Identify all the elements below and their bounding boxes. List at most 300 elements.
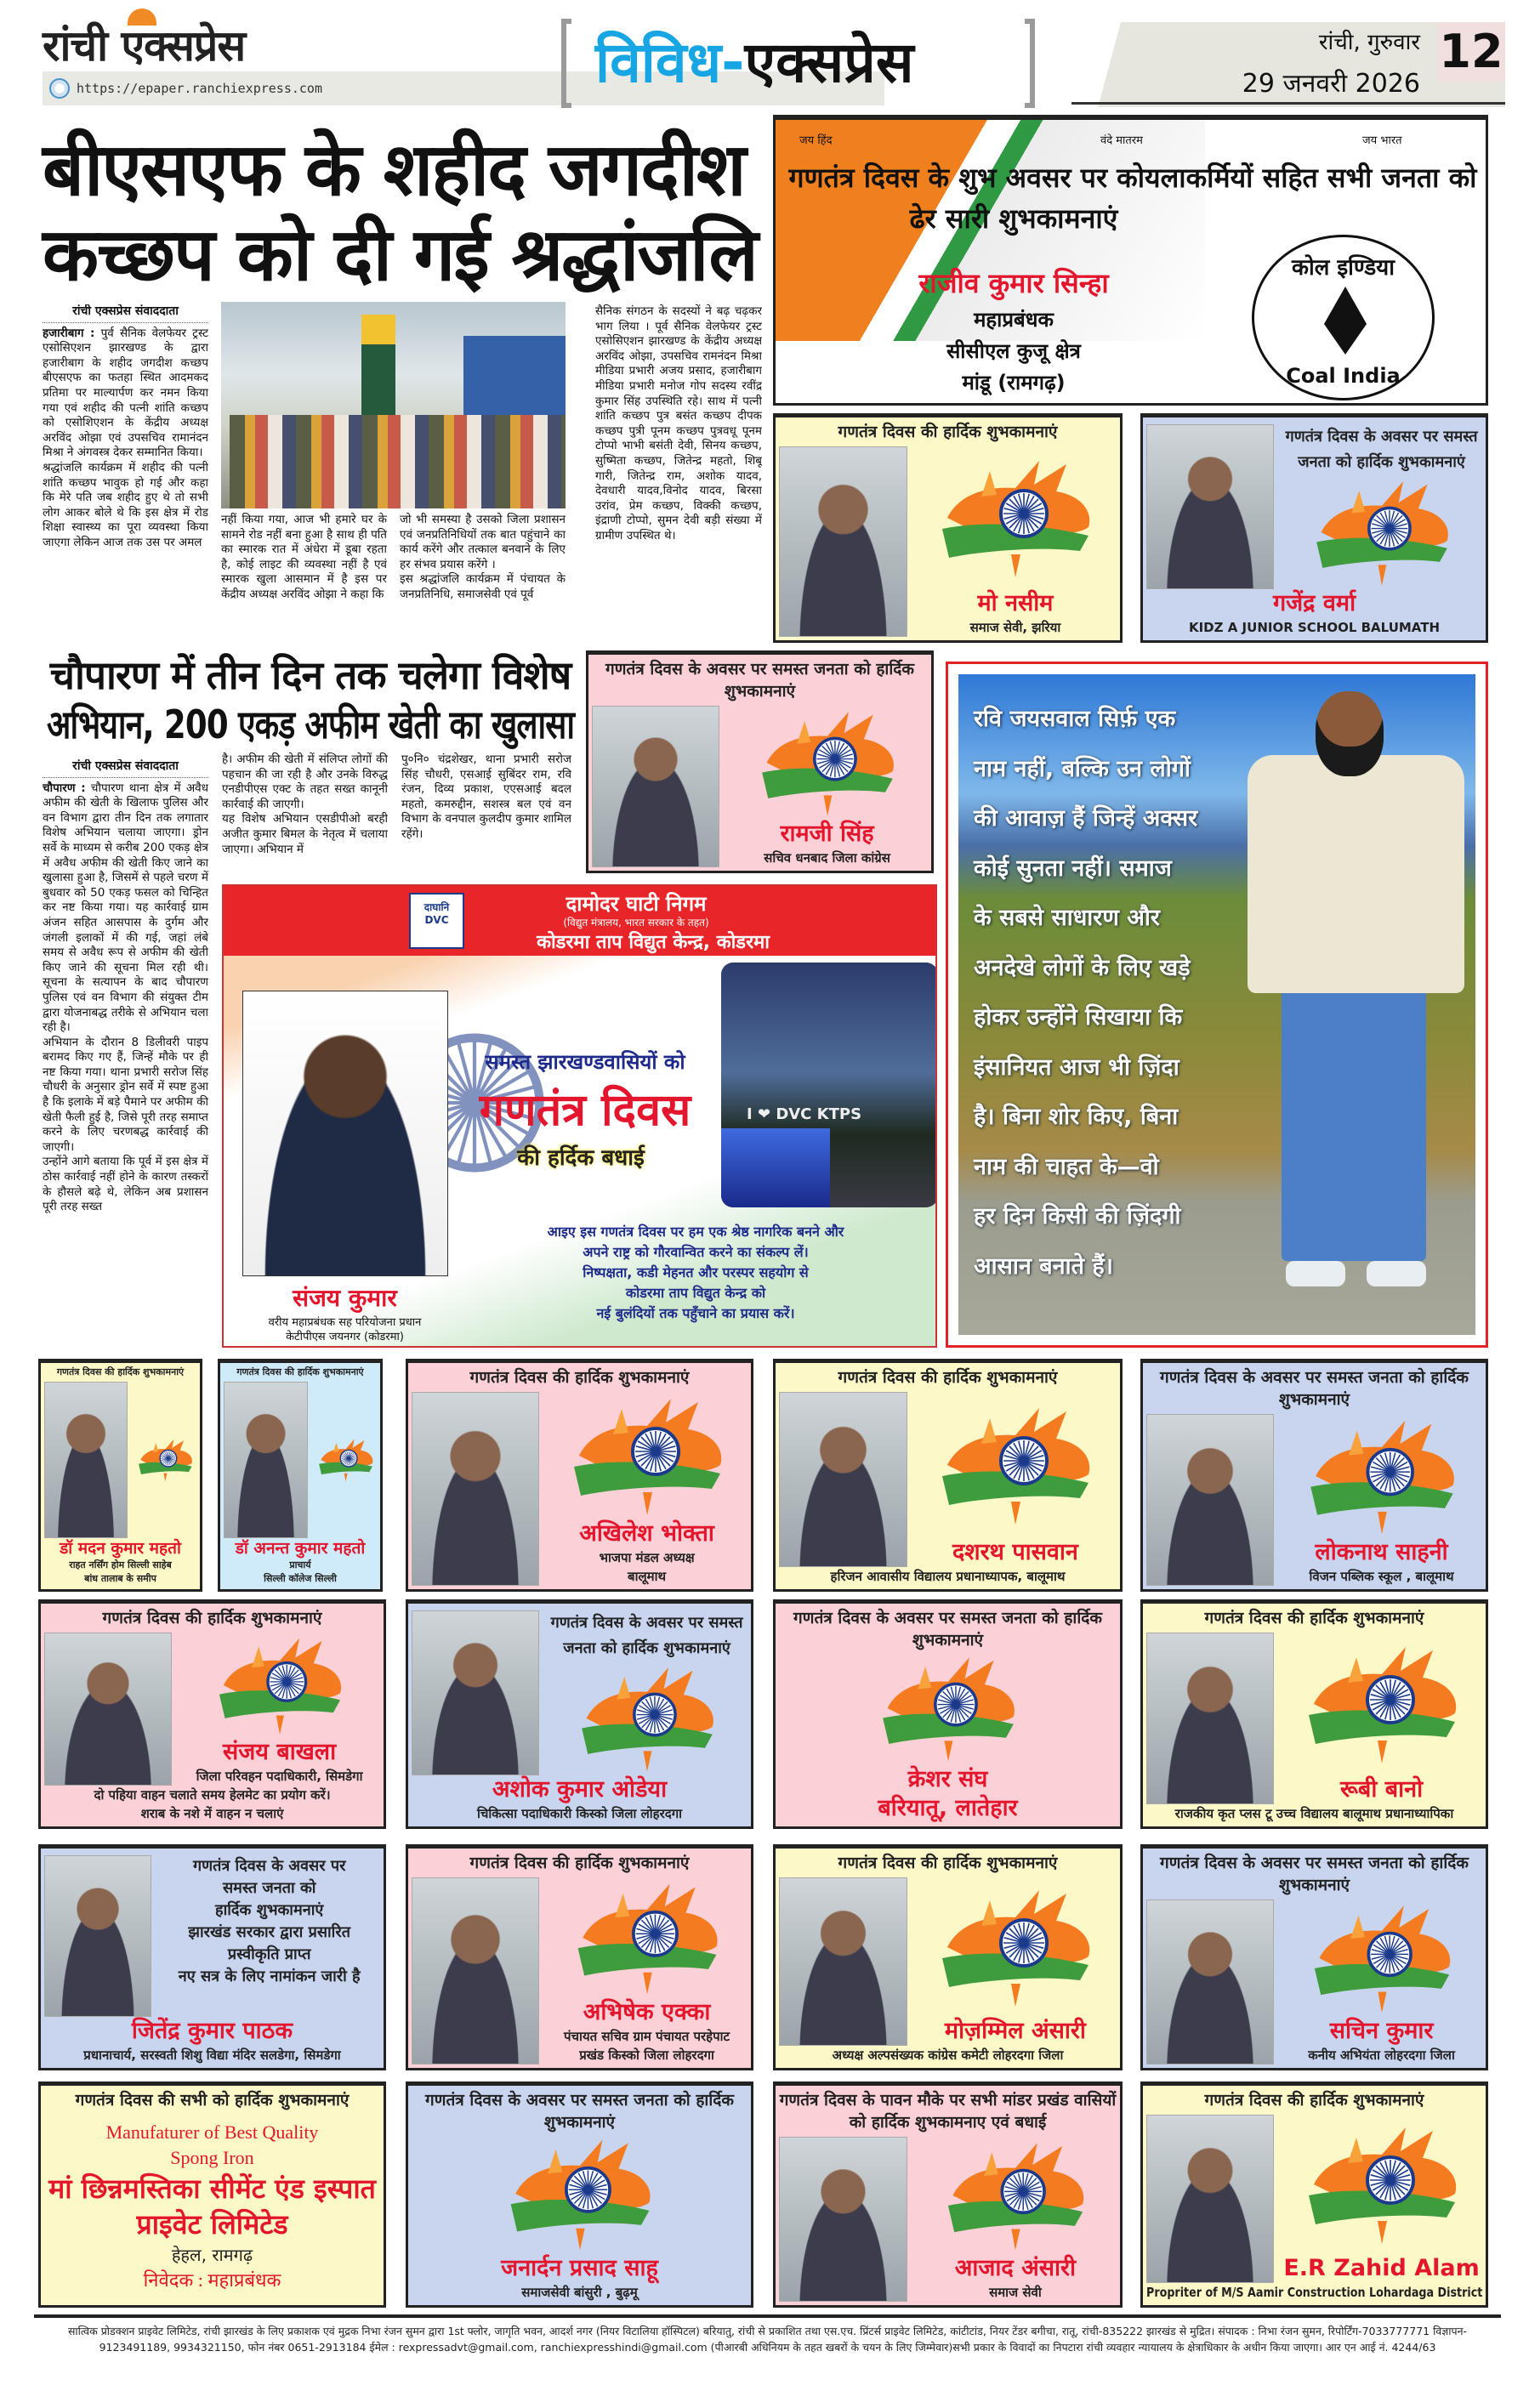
india-flag-splash-icon	[195, 1633, 365, 1738]
ad-place-name	[779, 1794, 1117, 1823]
greeting-ad-naseem	[773, 413, 1123, 643]
ad-greeting-title: गणतंत्र दिवस के अवसर पर समस्त जनता को हार्दिक शुभकामनाएं	[793, 1609, 1102, 1650]
ad-greeting-title: गणतंत्र दिवस के अवसर पर समस्त जनता को हार्दिक शुभकामनाएं	[1285, 428, 1478, 471]
ad-subtitle	[779, 2046, 1117, 2064]
fitted-text: क्रेशर संघ	[907, 1766, 988, 1792]
fitted-text: बालूमाथ	[628, 1569, 667, 1584]
ad-body	[412, 1392, 747, 1586]
india-flag-splash-icon	[134, 1382, 196, 1538]
person-figure	[1316, 691, 1384, 776]
ad-footer	[44, 1786, 380, 1823]
fitted-text: संजय कुमार	[293, 1284, 397, 1312]
story1-headline	[43, 128, 765, 298]
logo-text-hindi: कोल इण्डिया	[1292, 255, 1395, 281]
fitted-text: जिला परिवहन पदाधिकारी, सिमडेगा	[196, 1769, 363, 1784]
portrait-photo	[44, 1633, 172, 1786]
fitted-text: इंसानियत आज भी ज़िंदा	[974, 1054, 1179, 1081]
dvc-unit	[475, 929, 832, 954]
greeting-ad-crusher	[773, 1599, 1123, 1829]
ad-headline-line2	[784, 198, 1243, 239]
fitted-text: की आवाज़ हैं जिन्हें अक्सर	[974, 805, 1198, 832]
story1-text: सैनिक संगठन के सदस्यों ने बढ़ चढ़कर भाग लिया । पूर्व सैनिक वेलफेयर ट्रस्ट एसोसिएशन झारखण्ड के केंद्रीय अध्यक्ष अरविंद ओझा, उपसचिव रामनंदन मिश्रा मीडिया प्रभारी अजय प्रसाद, हजारीबाग मीडिया प्रभारी मनोज गोप सदस्य रवींद्र कुमार सिंह उपस्थिति रहे। साथ में पत्नी शांति कच्छप पुत्र बसंत कच्छप दीपक कच्छप पुत्री पूनम कच्छप पुत्रवधू पूनम टोप्पो भाभी बसंती देवी, सिनय कच्छप, सुष्मिता कच्छप, जितेन्द्र महतो, शिबू गारी, जितेन्द्र राम, अशोक यादव, देवधारी यादव,विनोद यादव, बिरसा उरांव, प्रेम कच्छप, विक्की कच्छप, इंद्राणी टोप्पो, सुमन देवी बड़ी संख्या में ग्रामीण उपस्थित थे।	[595, 304, 762, 542]
fitted-text: गणतंत्र दिवस के अवसर पर	[192, 1857, 346, 1875]
india-flag-splash-icon	[495, 2133, 665, 2254]
portrait-photo	[412, 1610, 539, 1775]
fitted-text: मोज़म्मिल अंसारी	[944, 2018, 1086, 2044]
ad-subtitle	[779, 1567, 1117, 1586]
story2-headline-line2	[47, 700, 574, 749]
ad-right-panel	[914, 446, 1117, 637]
fitted-text: लोकनाथ साहनी	[1315, 1539, 1448, 1565]
coal-india-ad	[773, 115, 1488, 406]
ad-subtitle	[44, 1786, 380, 1804]
portrait-photo	[779, 2137, 907, 2302]
fitted-text: होकर उन्होंने सिखाया कि	[974, 1004, 1183, 1031]
message-line	[462, 1242, 929, 1263]
greeting-ad-ruby	[1140, 1599, 1488, 1829]
story2-dateline: चौपारण :	[43, 781, 86, 795]
india-flag-splash-icon	[315, 1382, 377, 1538]
newspaper-logo[interactable]: रांची एक्सप्रेस	[43, 21, 246, 71]
ad-subtitle	[44, 1559, 196, 1572]
fitted-text: मो नसीम	[977, 590, 1054, 616]
india-flag-splash-icon	[1297, 2115, 1467, 2254]
india-flag-splash-icon	[1297, 475, 1467, 589]
ad-body	[412, 1877, 747, 2064]
ad-person-name	[1281, 1538, 1482, 1567]
fitted-text: निष्पक्षता, कडी मेहनत और परस्पर सहयोग से	[583, 1264, 809, 1281]
ad-person-name	[1281, 1775, 1482, 1804]
ad-greeting-title: गणतंत्र दिवस की हार्दिक शुभकामनाएं	[1204, 1609, 1424, 1627]
fitted-text: आजाद अंसारी	[954, 2255, 1077, 2281]
dvc-message	[462, 1222, 929, 1324]
greeting-ad-ashok	[406, 1599, 753, 1829]
ad-footer	[44, 1559, 196, 1586]
portrait-photo	[44, 1855, 151, 2017]
ad-footer	[412, 1804, 747, 1823]
fitted-text: हर दिन किसी की ज़िंदगी	[974, 1203, 1181, 1230]
ad-office	[852, 337, 1175, 365]
fitted-text: गजेंद्र वर्मा	[1272, 590, 1356, 616]
fitted-text: नए सत्र के लिए नामांकन जारी है	[178, 1968, 361, 1985]
story1-photo	[221, 302, 566, 508]
ad-greeting-title: गणतंत्र दिवस के अवसर पर समस्त जनता को हार्दिक शुभकामनाएं	[550, 1614, 743, 1657]
india-flag-splash-icon	[1297, 1900, 1467, 2017]
ad-greeting-title: गणतंत्र दिवस के अवसर पर समस्त जनता को हार्दिक शुभकामनाएं	[1160, 1854, 1469, 1894]
feature-text-line	[974, 1192, 1229, 1242]
ad-footer	[1146, 1804, 1482, 1823]
imprint-line1: सात्विक प्रोडक्शन प्राइवेट लिमिटेड, रांची झारखंड के लिए प्रकाशक एवं मुद्रक निभा रंजन सुमन द्वारा 1st फ्लोर, जागृति भवन, आदर्श नगर (नियर विटालिया हॉस्पिटल) बरियातु, रांची से प्रकाशित तथा एस.एच. प्रिंटर्स प्राइवेट लिमिटेड, कांटीटांड, नियर टेंडर बगीचा, रातू, रांची-835222 झारखंड से मुद्रित। संपादक : निभा रंजन सुमन, रिपोर्टिंग-7033777771 विज्ञापन-	[67, 2325, 1468, 2337]
greeting-ad-sachin	[1140, 1844, 1488, 2070]
dvc-logo: दाघानि DVC	[409, 893, 464, 949]
fitted-text: समस्त जनता को	[222, 1879, 316, 1897]
ad-person-name	[914, 1538, 1117, 1567]
ad-greeting-title: गणतंत्र दिवस के अवसर पर समस्त जनता को हार्दिक शुभकामनाएं	[1160, 1368, 1469, 1409]
ad-right-panel	[179, 1633, 380, 1786]
fitted-text: Propriter of M/S Aamir Construction Lohardaga District	[1146, 2285, 1483, 2300]
fitted-text: E.R Zahid Alam	[1283, 2255, 1480, 2281]
greeting-ad-abhishek	[406, 1844, 753, 2070]
ad-subtitle	[412, 2283, 747, 2302]
ad-greeting-title: गणतंत्र दिवस की सभी को हार्दिक शुभकामनाएं	[75, 2091, 350, 2110]
ad-subtitle	[1281, 1567, 1482, 1586]
section-title	[595, 22, 913, 99]
fitted-text: समस्त झारखण्डवासियों को	[485, 1050, 685, 1074]
imprint-footer	[34, 2323, 1501, 2355]
fitted-text: शराब के नशे में वाहन न चलाएं	[140, 1806, 284, 1821]
india-flag-splash-icon	[930, 1877, 1100, 2017]
fitted-text: गणतंत्र दिवस	[479, 1085, 691, 1136]
india-flag-splash-icon	[562, 1392, 732, 1519]
fitted-text: रामजी सिंह	[780, 821, 874, 847]
message-line	[462, 1303, 929, 1324]
fitted-text: मां छिन्नमस्तिका सीमेंट एंड इस्पात	[48, 2172, 376, 2205]
feature-text-line	[974, 844, 1229, 894]
feature-text-line	[974, 1143, 1229, 1193]
story2-text: यह विशेष अभियान एसडीपीओ बरही अजीत कुमार बिमल के नेतृत्व में चलाया जाएगा। अभियान में	[222, 812, 388, 856]
greeting-ad-akhilesh	[406, 1359, 753, 1592]
fitted-text: आइए इस गणतंत्र दिवस पर हम एक श्रेष्ठ नागरिक बनने और	[547, 1224, 844, 1240]
ad-body	[1146, 1900, 1482, 2064]
ad-subtitle	[158, 1944, 380, 1966]
fitted-text: हरिजन आवासीय विद्यालय प्रधानाध्यापक, बालूमाथ	[830, 1569, 1066, 1584]
story1-text: जो भी समस्या है उसको जिला प्रशासन एवं जनप्रतिनिधियों तक बात पहुंचाने का कार्य करेंगे और तत्काल बनवाने के लिए हर संभव प्रयास करेंगे ।	[400, 513, 566, 571]
ad-label: जय भारत	[1362, 134, 1402, 147]
greeting-line3	[445, 1141, 717, 1172]
ad-right-panel	[546, 1877, 747, 2064]
story2-text: उन्होंने आगे बताया कि पूर्व में इस क्षेत्र में ठोस कार्रवाई नहीं होने के कारण तस्करों के हौसले बढ़े थे, लेकिन अब प्रशासन पूरी तरह सख्त	[43, 1155, 208, 1214]
ad-body	[779, 446, 1117, 637]
india-flag-splash-icon	[930, 2137, 1100, 2254]
ad-person-name	[232, 1281, 458, 1314]
ad-person-name	[852, 264, 1175, 301]
fitted-text: जनार्दन प्रसाद साहू	[501, 2255, 658, 2281]
company-line	[44, 2120, 380, 2145]
dvc-ministry	[475, 915, 798, 929]
dvc-header-band	[224, 886, 935, 956]
ad-body	[1146, 1414, 1482, 1586]
greeting-ad-gajendra	[1140, 413, 1488, 643]
portrait-photo	[779, 446, 907, 637]
ad-label: जय हिंद	[799, 134, 833, 147]
fitted-text: सीसीएल कुजू क्षेत्र	[946, 339, 1081, 363]
ad-place	[852, 368, 1175, 396]
greeting-ad-zahid	[1140, 2081, 1488, 2308]
ad-designation	[852, 305, 1175, 333]
ad-greeting-title: गणतंत्र दिवस के अवसर पर समस्त जनता को हार्दिक शुभकामनाएं	[605, 660, 914, 701]
ad-body	[44, 1855, 380, 2017]
ad-body	[779, 1392, 1117, 1567]
feature-text-line	[974, 745, 1229, 795]
ad-right-panel	[1281, 1900, 1482, 2064]
fitted-text: नाम की चाहत के—वो	[974, 1153, 1159, 1180]
ad-label: वंदे मातरम	[1100, 134, 1143, 147]
india-flag-splash-icon	[562, 1877, 732, 1998]
feature-text-line	[974, 794, 1229, 844]
fitted-text: सचिन कुमार	[1329, 2018, 1434, 2044]
fitted-text: प्राचार्य	[289, 1559, 311, 1570]
feature-text-line	[974, 894, 1229, 944]
ad-greeting-title	[158, 1855, 380, 1877]
feature-photo	[958, 674, 1475, 1335]
ad-greeting-title: गणतंत्र दिवस की हार्दिक शुभकामनाएं	[56, 1366, 185, 1377]
fitted-text: के सबसे साधारण और	[974, 905, 1160, 931]
fitted-text: पंचायत सचिव ग्राम पंचायत परहेपाट	[564, 2029, 730, 2044]
dvc-org-name	[475, 889, 798, 917]
company-details	[44, 2111, 380, 2302]
ad-greeting-title: गणतंत्र दिवस की हार्दिक शुभकामनाएं	[838, 1368, 1058, 1387]
fitted-text: कनीय अभियंता लोहरदगा जिला	[1308, 2047, 1455, 2063]
ad-person-name	[914, 2017, 1117, 2046]
ad-footer	[44, 2046, 380, 2064]
ad-footer	[1146, 2283, 1482, 2302]
fitted-text: दो पहिया वाहन चलाते समय हेलमेट का प्रयोग करें।	[94, 1787, 331, 1803]
portrait-photo	[412, 1877, 539, 2064]
ad-person-name	[1281, 2254, 1482, 2283]
ad-person-name	[914, 589, 1117, 618]
fitted-text: ढेर सारी शुभकामनाएं	[909, 202, 1118, 235]
plant-inset-photo	[721, 1128, 830, 1207]
india-flag-splash-icon	[930, 1392, 1100, 1538]
ad-person-name	[224, 1538, 377, 1559]
ad-greeting-title: गणतंत्र दिवस की हार्दिक शुभकामनाएं	[838, 1854, 1058, 1872]
fitted-text: संजय बाखला	[222, 1739, 337, 1765]
fitted-text: अभिषेक एक्का	[583, 1999, 711, 2025]
fitted-text: रूबी बानो	[1339, 1776, 1424, 1803]
india-flag-splash-icon	[863, 1651, 1033, 1765]
india-flag-splash-icon	[742, 706, 912, 820]
ad-subtitle	[546, 1567, 747, 1586]
ad-greeting-title: गणतंत्र दिवस की हार्दिक शुभकामनाएं	[469, 1854, 690, 1872]
fitted-text: केटीपीएस जयनगर (कोडरमा)	[286, 1331, 404, 1343]
designation-line	[232, 1315, 458, 1330]
fitted-text: की हर्दिक बधाई	[517, 1145, 645, 1171]
ad-subtitle	[179, 1767, 380, 1786]
ad-body	[224, 1382, 377, 1538]
ad-subtitle	[546, 2027, 747, 2046]
fitted-text: समाज सेवी	[989, 2285, 1042, 2300]
fitted-text: चिकित्सा पदाधिकारी किस्को जिला लोहरदगा	[476, 1806, 683, 1821]
fitted-text: Spong Iron	[170, 2147, 254, 2168]
ad-subtitle	[44, 1572, 196, 1586]
portrait-photo	[1146, 424, 1274, 589]
fitted-text: दशरथ पासवान	[952, 1539, 1078, 1565]
story2-column-1	[43, 759, 208, 1348]
fitted-text: हार्दिक शुभकामनाएं	[215, 1901, 324, 1919]
company-line	[44, 2206, 380, 2242]
feature-text-line	[974, 1093, 1229, 1143]
greeting-ad-jitendra	[38, 1844, 386, 2070]
ad-greeting-title: गणतंत्र दिवस की हार्दिक शुभकामनाएं	[102, 1609, 322, 1627]
place-day: रांची, गुरुवार	[1318, 30, 1420, 55]
person-figure	[1248, 755, 1464, 993]
greeting-ad-chhinnamasta	[38, 2081, 386, 2308]
ad-right-panel	[914, 1392, 1117, 1567]
ad-body	[779, 2137, 1117, 2302]
imprint-line2: 9123491189, 9934321150, फोन नंबर 0651-2913184 ईमेल : rexpressadvt@gmail.com, ranchiexpresshindi@gmail.com (पीआरबी अधिनियम के तहत खबरों के चयन के लिए जिम्मेवार)सभी प्रकार के विवादों का निपटारा रांची व्यवहार न्यायालय के क्षेत्राधिकार के अधीन किया जाएगा। आर एन आई नं. 4244/63	[99, 2341, 1436, 2354]
ad-body	[44, 1382, 196, 1538]
fitted-text: बरियातू, लातेहार	[878, 1795, 1018, 1821]
story1-dateline: हजारीबाग :	[43, 326, 95, 340]
message-line	[462, 1222, 929, 1242]
story2-column-3	[401, 752, 571, 873]
greeting-ad-azad	[773, 2081, 1123, 2308]
ad-subtitle	[1146, 618, 1482, 637]
story1-column-2	[221, 513, 387, 640]
story1-column-3	[400, 513, 566, 640]
story2-headline-line1	[47, 650, 574, 700]
company-line	[44, 2242, 380, 2268]
greeting-ad-madan	[38, 1359, 202, 1592]
fitted-text: राहत नर्सिंग होम सिल्ली साहेब	[69, 1559, 172, 1570]
office-line	[232, 1330, 458, 1344]
fitted-text: (विद्युत मंत्रालय, भारत सरकार के तहत)	[563, 917, 709, 929]
ad-headline-line1	[784, 157, 1481, 198]
feature-text	[974, 695, 1229, 1292]
ravi-jaiswal-feature	[946, 662, 1488, 1348]
portrait-photo	[1146, 1414, 1274, 1586]
greeting-ad-dashrath	[773, 1359, 1123, 1592]
ad-greeting-title: गणतंत्र दिवस की हार्दिक शुभकामनाएं	[469, 1368, 690, 1387]
bracket-right	[1025, 19, 1035, 108]
fitted-text: है। बिना शोर किए, बिना	[974, 1104, 1179, 1130]
story1-text: इस श्रद्धांजलि कार्यक्रम में पंचायत के जनप्रतिनिधि, समाजसेवी एवं पूर्व	[400, 572, 566, 601]
coal-india-logo	[1252, 235, 1435, 400]
fitted-text: चौपारण में तीन दिन तक चलेगा विशेष	[49, 652, 571, 698]
feature-text-line	[974, 1043, 1229, 1093]
fitted-text: I ❤ DVC KTPS	[747, 1105, 862, 1123]
ad-right-panel	[546, 1392, 747, 1586]
ad-subtitle	[546, 1548, 747, 1567]
fitted-text: निवेदक : महाप्रबंधक	[143, 2269, 281, 2291]
ad-person-name	[44, 2017, 380, 2046]
ad-person-name	[726, 820, 928, 849]
story2-text: है। अफीम की खेती में संलिप्त लोगों की पहचान की जा रही है और उनके विरुद्ध एनडीपीएस एक्ट के तहत सख्त कानूनी कार्रवाई की जाएगी।	[222, 752, 388, 811]
india-flag-splash-icon	[1297, 1414, 1467, 1538]
portrait-photo	[1146, 1900, 1274, 2064]
ad-person-name	[914, 2254, 1117, 2283]
fitted-text: कोडरमा ताप विद्युत केन्द्र, कोडरमा	[537, 932, 770, 953]
fitted-text: सिल्ली कॉलेज सिल्ली	[264, 1573, 337, 1584]
fitted-text: राजीव कुमार सिन्हा	[918, 267, 1109, 299]
globe-icon	[49, 78, 70, 99]
ad-body	[1146, 424, 1482, 589]
fitted-text: Manufaturer of Best Quality	[105, 2121, 319, 2143]
ad-person-name	[546, 1519, 747, 1548]
fitted-text: KIDZ A JUNIOR SCHOOL BALUMATH	[1188, 620, 1441, 635]
fitted-text: कोई सुनता नहीं। समाज	[974, 855, 1172, 882]
portrait-photo	[1146, 1633, 1274, 1804]
ad-right-panel	[1281, 1414, 1482, 1586]
issue-date: 29 जनवरी 2026	[1242, 69, 1420, 99]
portrait-photo	[779, 1392, 907, 1567]
company-line	[44, 2268, 380, 2293]
fitted-text: डॉ अनन्त कुमार महतो	[235, 1539, 366, 1558]
date-box	[1054, 22, 1505, 107]
greeting-ad-loknath	[1140, 1359, 1488, 1592]
person-figure	[1367, 1261, 1426, 1286]
story1-headline-line2	[43, 213, 765, 298]
fitted-text: प्राइवेट लिमिटेड	[136, 2208, 288, 2240]
dvc-ktps-ad	[222, 884, 937, 1348]
ad-person-name	[412, 2254, 747, 2283]
story1-text: पुर्व सैनिक वेलफेयर ट्रस्ट एसोसिएशन झारखण्ड के द्वारा हजारीबाग के शहीद जगदीश कच्छप बीएसएफ का फतहा स्थित आदमकद प्रतिमा पर माल्यार्पण कर नमन किया गया एवं शहीद की पत्नी शांति कच्छप को एसोशिएशन के केंद्रीय अध्यक्ष अरविंद ओझा एवं उपसचिव रामानंदन मिश्रा ने अंगवस्त्र देकर सम्मानित किया।	[43, 326, 208, 460]
fitted-text: समाज सेवी, झरिया	[969, 620, 1061, 635]
fitted-text: अध्यक्ष अल्पसंख्यक कांग्रेस कमेटी लोहरदगा जिला	[832, 2047, 1064, 2063]
ad-greeting-title: गणतंत्र दिवस के पावन मौके पर सभी मांडर प्रखंड वासियों को हार्दिक शुभकामनाए एवं बधाई	[779, 2091, 1117, 2132]
ad-greeting-title: गणतंत्र दिवस के अवसर पर समस्त जनता को हार्दिक शुभकामनाएं	[425, 2091, 734, 2132]
portrait-photo	[242, 991, 448, 1276]
ad-right-panel	[1281, 1633, 1482, 1804]
story2-column-2	[222, 752, 388, 873]
story1-column-1	[43, 304, 208, 640]
ad-right-panel	[315, 1382, 377, 1538]
ad-person-name	[1146, 589, 1482, 618]
ad-footer	[412, 2283, 747, 2302]
fitted-text: कोडरमा ताप विद्युत केन्द्र को	[625, 1285, 766, 1301]
india-flag-splash-icon	[930, 446, 1100, 589]
ad-body	[1146, 1633, 1482, 1804]
fitted-text: मांडू (रामगढ़)	[962, 371, 1066, 395]
fitted-text: समाजसेवी बांसुरी , बुढ़मू	[521, 2285, 638, 2300]
fitted-text: अखिलेश भोक्ता	[579, 1520, 714, 1547]
portrait-photo	[779, 1877, 907, 2046]
ad-greeting-title: गणतंत्र दिवस की हार्दिक शुभकामनाएं	[838, 423, 1058, 441]
ad-person-name	[779, 1765, 1117, 1794]
fitted-text: बीएसएफ के शहीद जगदीश	[43, 128, 745, 213]
india-flag-splash-icon	[562, 1661, 732, 1775]
story1-byline: रांची एक्सप्रेस संवाददाता	[43, 304, 208, 323]
ad-subtitle	[726, 849, 928, 867]
story1-headline-line1	[43, 128, 765, 213]
ad-subtitle	[914, 2283, 1117, 2302]
greeting-ad-ramji	[586, 650, 934, 873]
ad-designation	[232, 1315, 458, 1344]
ad-subtitle	[224, 1559, 377, 1572]
story2-text: पु०नि० चंद्रशेखर, थाना प्रभारी सरोज सिंह चौधरी, एसआई सुबिंदर राम, रवि रंजन, दिव्य प्रकाश, एएसआई बदल महतो, कमरुद्दीन, सशस्त्र बल एवं वन विभाग के वनपाल कुलदीप कुमार शामिल रहेंगे।	[401, 752, 571, 841]
story2-text: अभियान के दौरान 8 डिलीवरी पाइप बरामद किए गए हैं, जिन्हें मौके पर ही नष्ट किया गया। थाना प्रभारी सरोज सिंह चौधरी के अनुसार ड्रोन सर्वे में स्पष्ट हुआ है कि इलाके में बड़े पैमाने पर अफीम की खेती फैली हुई है, जिसे पूरी तरह समाप्त करने के लिए चरणबद्ध कार्रवाई की जाएगी।	[43, 1035, 208, 1154]
fitted-text: हेहल, रामगढ़	[171, 2245, 253, 2265]
fitted-text: अशोक कुमार ओडेया	[492, 1776, 668, 1803]
ad-greeting-title: गणतंत्र दिवस की हार्दिक शुभकामनाएं	[1204, 2091, 1424, 2110]
ad-subtitle	[914, 618, 1117, 637]
fitted-text: बांध तालाब के समीप	[84, 1573, 156, 1584]
ad-headline	[784, 157, 1481, 239]
greeting-ad-janardan	[406, 2081, 753, 2308]
ad-person-name	[1281, 2017, 1482, 2046]
ad-subtitle	[412, 1804, 747, 1823]
ad-subtitle	[158, 1900, 380, 1922]
story2-headline	[47, 650, 574, 749]
ad-subtitle	[1146, 2283, 1482, 2302]
feature-text-line	[974, 993, 1229, 1043]
fitted-text: जितेंद्र कुमार पाठक	[131, 2018, 293, 2044]
coal-india-diamond-icon	[1324, 287, 1367, 355]
fitted-text: भाजपा मंडल अध्यक्ष	[599, 1550, 695, 1565]
epaper-url[interactable]: https://epaper.ranchiexpress.com	[77, 81, 322, 96]
footer-rule	[34, 2314, 1501, 2318]
story1-text: श्रद्धांजलि कार्यक्रम में शहीद की पत्नी शांति कच्छप भावुक हो गई और कहा कि मेरे पति जब शहीद हुए थे तो सभी लोग आकर बोले थे कि इस क्षेत्र में रोड शिक्षा स्वास्थ्य का पूरा व्यवस्था किया जाएगा लेकिन आज तक उस पर अमल	[43, 460, 208, 549]
portrait-photo	[1146, 2115, 1274, 2283]
ad-footer	[779, 2046, 1117, 2064]
ad-body	[779, 1877, 1117, 2046]
story2-text: चौपारण थाना क्षेत्र में अवैध अफीम की खेती के खिलाफ पुलिस और वन विभाग द्वारा तीन दिन तक लगातार विशेष अभियान चलाया जाएगा। ड्रोन सर्वे के माध्यम से करीब 200 एकड़ क्षेत्र में अवैध अफीम की खेती किए जाने का खुलासा हुआ है, जिसमें से पहले चरण में बुधवार को 50 एकड़ फसल को चिन्हित कर नष्ट किया गया। यह कार्रवाई ग्राम अंजन सहित आसपास के दुर्गम और जंगली इलाकों में की गई, जहां लंबे समय से अवैध रूप से अफीम की खेती किए जाने की सूचना मिल रही थी। सूचना के सत्यापन के बाद चौपारण पुलिस एवं वन विभाग की संयुक्त टीम द्वारा योजनाबद्ध तरीके से अभियान चला रही है।	[43, 781, 208, 1035]
story2-byline: रांची एक्सप्रेस संवाददाता	[43, 759, 208, 778]
greeting-line2	[445, 1078, 725, 1139]
person-figure	[1282, 980, 1426, 1261]
ad-right-panel	[1281, 424, 1482, 589]
ad-subtitle	[158, 1922, 380, 1944]
